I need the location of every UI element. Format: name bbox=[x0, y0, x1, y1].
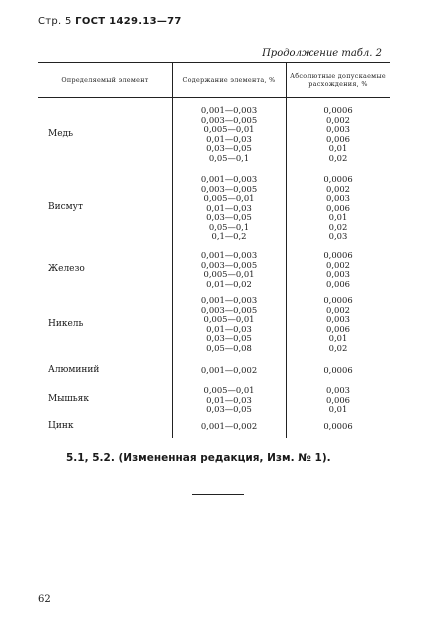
content-range-list bbox=[172, 175, 286, 242]
tolerance-value: 0,003 bbox=[326, 385, 350, 395]
column-divider bbox=[286, 98, 287, 438]
table-header bbox=[38, 63, 390, 98]
tolerance-list bbox=[286, 422, 390, 432]
tolerance-value: 0,0006 bbox=[323, 174, 353, 184]
column-header-element: Определяемый элемент bbox=[61, 76, 149, 84]
tolerance-value: 0,02 bbox=[328, 342, 348, 353]
tolerance-value: 0,0006 bbox=[323, 250, 353, 260]
content-range: 0,003—0,005 bbox=[200, 259, 258, 270]
content-range: 0,005—0,01 bbox=[203, 314, 255, 324]
content-range: 0,05—0,1 bbox=[208, 152, 250, 163]
content-range-list bbox=[172, 106, 286, 163]
content-range: 0,003—0,005 bbox=[200, 183, 258, 194]
content-range: 0,005—0,01 bbox=[203, 124, 255, 134]
content-range: 0,001—0,003 bbox=[200, 174, 258, 184]
tolerance-value: 0,0006 bbox=[323, 365, 353, 375]
content-range: 0,01—0,03 bbox=[206, 133, 252, 144]
tolerance-value: 0,006 bbox=[326, 323, 350, 334]
separator-line bbox=[192, 494, 244, 495]
content-range-list bbox=[172, 422, 286, 432]
tolerance-value: 0,0006 bbox=[323, 295, 353, 305]
content-range: 0,03—0,05 bbox=[206, 404, 252, 414]
content-range: 0,03—0,05 bbox=[206, 212, 252, 222]
tolerance-value: 0,003 bbox=[326, 314, 350, 324]
content-range-list bbox=[172, 366, 286, 376]
page-header bbox=[38, 16, 182, 27]
tolerance-list bbox=[286, 106, 390, 163]
content-range: 0,005—0,01 bbox=[203, 385, 255, 395]
content-range: 0,03—0,05 bbox=[206, 333, 252, 343]
tolerance-list bbox=[286, 296, 390, 353]
tolerance-value: 0,003 bbox=[326, 269, 350, 279]
content-range: 0,1—0,2 bbox=[211, 231, 247, 241]
tolerance-value: 0,01 bbox=[328, 404, 348, 414]
content-range: 0,003—0,005 bbox=[200, 304, 258, 315]
element-name: Железо bbox=[48, 264, 85, 274]
tolerance-value: 0,006 bbox=[326, 278, 350, 289]
tolerance-value: 0,01 bbox=[328, 212, 348, 222]
tolerance-list bbox=[286, 251, 390, 289]
tolerance-list bbox=[286, 175, 390, 242]
element-name: Висмут bbox=[48, 202, 83, 213]
standard-number: ГОСТ 1429.13—77 bbox=[75, 16, 182, 27]
content-range: 0,003—0,005 bbox=[200, 114, 258, 125]
tolerance-value: 0,02 bbox=[328, 221, 348, 232]
header-divider bbox=[286, 63, 287, 97]
table-body bbox=[38, 98, 390, 438]
tolerance-list bbox=[286, 386, 390, 415]
header-divider bbox=[172, 63, 173, 97]
element-name: Медь bbox=[48, 128, 73, 139]
tolerance-value: 0,002 bbox=[326, 259, 350, 270]
tolerance-value: 0,0006 bbox=[323, 105, 353, 115]
content-range: 0,005—0,01 bbox=[203, 269, 255, 279]
column-header-tolerance: Абсолютные допускаемые расхождения, % bbox=[290, 72, 386, 88]
content-range: 0,05—0,08 bbox=[206, 342, 252, 353]
content-range-list bbox=[172, 386, 286, 415]
tolerance-list bbox=[286, 366, 390, 376]
data-table bbox=[38, 62, 390, 438]
tolerance-value: 0,002 bbox=[326, 183, 350, 194]
content-range-list bbox=[172, 296, 286, 353]
content-range-list bbox=[172, 251, 286, 289]
tolerance-value: 0,01 bbox=[328, 143, 348, 153]
content-range: 0,03—0,05 bbox=[206, 143, 252, 153]
content-range: 0,001—0,002 bbox=[200, 365, 258, 375]
element-name: Алюминий bbox=[48, 364, 100, 375]
tolerance-value: 0,006 bbox=[326, 133, 350, 144]
column-header-content: Содержание элемента, % bbox=[182, 76, 276, 84]
tolerance-value: 0,03 bbox=[328, 231, 348, 241]
tolerance-value: 0,003 bbox=[326, 124, 350, 134]
content-range: 0,01—0,03 bbox=[206, 394, 252, 405]
content-range: 0,01—0,02 bbox=[206, 278, 252, 289]
tolerance-value: 0,003 bbox=[326, 193, 350, 203]
tolerance-value: 0,02 bbox=[328, 152, 348, 163]
content-range: 0,01—0,03 bbox=[206, 323, 252, 334]
tolerance-value: 0,0006 bbox=[323, 421, 353, 431]
element-name: Никель bbox=[48, 318, 84, 329]
tolerance-value: 0,006 bbox=[326, 394, 350, 405]
element-name: Мышьяк bbox=[48, 394, 89, 405]
tolerance-value: 0,006 bbox=[326, 202, 350, 213]
content-range: 0,005—0,01 bbox=[203, 193, 255, 203]
content-range: 0,001—0,003 bbox=[200, 105, 258, 115]
column-divider bbox=[172, 98, 173, 438]
content-range: 0,001—0,003 bbox=[200, 295, 258, 305]
content-range: 0,05—0,1 bbox=[208, 221, 250, 232]
element-name: Цинк bbox=[48, 420, 74, 431]
tolerance-value: 0,002 bbox=[326, 114, 350, 125]
amendment-note: 5.1, 5.2. (Измененная редакция, Изм. № 1). bbox=[66, 452, 331, 464]
content-range: 0,001—0,002 bbox=[200, 421, 258, 431]
table-continuation-label: Продолжение табл. 2 bbox=[262, 48, 382, 59]
content-range: 0,01—0,03 bbox=[206, 202, 252, 213]
content-range: 0,001—0,003 bbox=[200, 250, 258, 260]
header-prefix: Стр. 5 bbox=[38, 16, 72, 27]
tolerance-value: 0,01 bbox=[328, 333, 348, 343]
tolerance-value: 0,002 bbox=[326, 304, 350, 315]
page-number: 62 bbox=[38, 594, 51, 605]
